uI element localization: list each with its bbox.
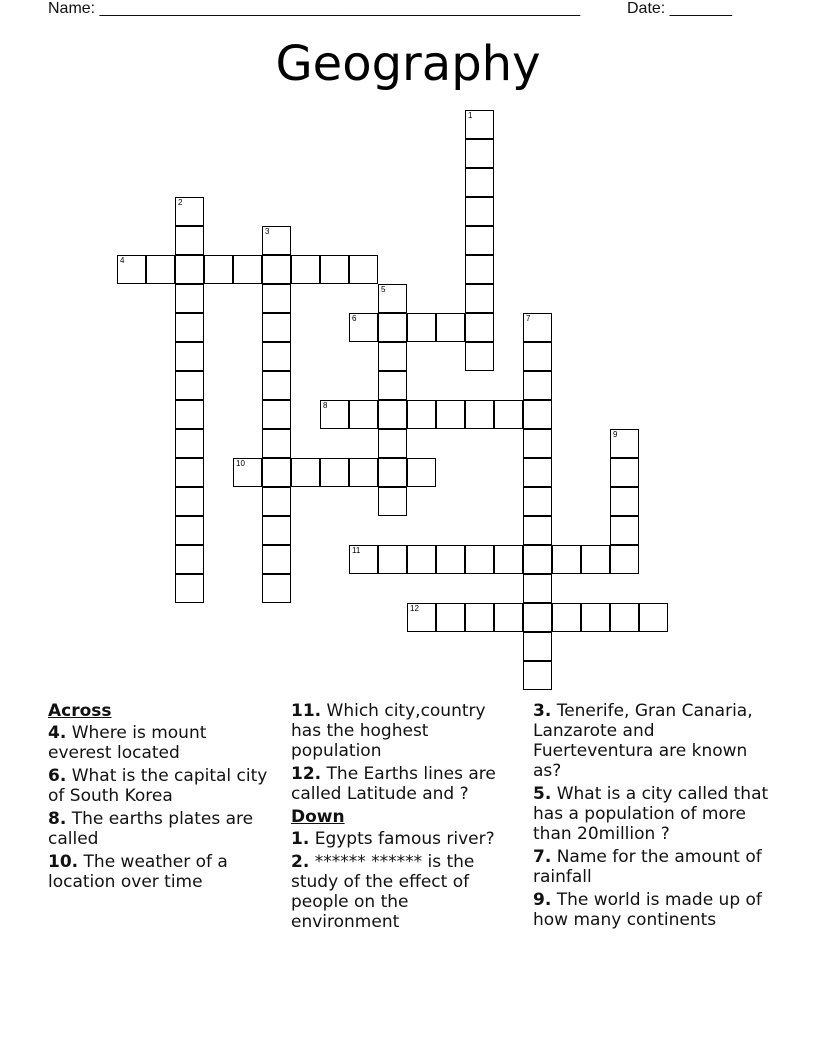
crossword-cell[interactable] — [175, 284, 204, 313]
crossword-cell[interactable] — [407, 400, 436, 429]
crossword-cell[interactable] — [523, 371, 552, 400]
crossword-cell[interactable] — [465, 342, 494, 371]
crossword-cell[interactable] — [320, 458, 349, 487]
clue-number: 9 — [613, 430, 618, 439]
crossword-cell[interactable] — [465, 400, 494, 429]
crossword-cell[interactable] — [175, 487, 204, 516]
crossword-cell[interactable] — [262, 516, 291, 545]
clue-number: 7 — [526, 314, 531, 323]
crossword-cell[interactable] — [465, 313, 494, 342]
crossword-cell[interactable] — [175, 226, 204, 255]
clues-column-2 — [291, 701, 516, 935]
crossword-cell[interactable] — [378, 284, 407, 313]
clues-column-1 — [48, 701, 268, 895]
clues-column-3 — [533, 701, 773, 933]
crossword-cell[interactable] — [523, 574, 552, 603]
crossword-cell[interactable] — [291, 458, 320, 487]
crossword-cell[interactable] — [175, 342, 204, 371]
down-heading: Down — [291, 807, 345, 827]
crossword-cell[interactable] — [175, 458, 204, 487]
crossword-cell[interactable] — [523, 632, 552, 661]
crossword-cell[interactable] — [407, 545, 436, 574]
crossword-cell[interactable] — [233, 255, 262, 284]
crossword-cell[interactable] — [262, 458, 291, 487]
crossword-cell[interactable] — [262, 342, 291, 371]
across-heading: Across — [48, 701, 112, 721]
crossword-cell[interactable] — [465, 197, 494, 226]
crossword-cell[interactable] — [378, 313, 407, 342]
crossword-cell[interactable] — [175, 429, 204, 458]
crossword-cell[interactable] — [552, 545, 581, 574]
crossword-cell[interactable] — [349, 545, 378, 574]
crossword-cell[interactable] — [407, 603, 436, 632]
crossword-cell[interactable] — [465, 255, 494, 284]
crossword-cell[interactable] — [349, 458, 378, 487]
crossword-cell[interactable] — [610, 516, 639, 545]
clue-across-4: 4. Where is mount everest located — [48, 723, 207, 763]
crossword-cell[interactable] — [465, 110, 494, 139]
crossword-cell[interactable] — [175, 545, 204, 574]
crossword-cell[interactable] — [523, 429, 552, 458]
crossword-cell[interactable] — [494, 545, 523, 574]
crossword-cell[interactable] — [581, 545, 610, 574]
clue-down-3: 3. Tenerife, Gran Canaria, Lanzarote and Fuerteventura are known as? — [533, 701, 753, 781]
crossword-cell[interactable] — [465, 168, 494, 197]
crossword-cell[interactable] — [494, 400, 523, 429]
name-field-label: Name: ______________________________________________________ — [48, 0, 581, 17]
clue-across-12: 12. The Earths lines are called Latitude and ? — [291, 764, 496, 804]
page-title: Geography — [275, 36, 541, 92]
crossword-cell[interactable] — [523, 661, 552, 690]
clue-down-2: 2. ****** ****** is the study of the effect of people on the environment — [291, 852, 475, 932]
crossword-cell[interactable] — [320, 255, 349, 284]
crossword-cell[interactable] — [610, 545, 639, 574]
clue-across-11: 11. Which city,country has the hoghest population — [291, 701, 486, 761]
clue-down-1: 1. Egypts famous river? — [291, 829, 495, 849]
crossword-cell[interactable] — [639, 603, 668, 632]
crossword-cell[interactable] — [465, 603, 494, 632]
clue-across-6: 6. What is the capital city of South Korea — [48, 766, 268, 806]
clue-across-10: 10. The weather of a location over time — [48, 852, 228, 892]
crossword-cell[interactable] — [262, 313, 291, 342]
crossword-cell[interactable] — [610, 458, 639, 487]
crossword-cell[interactable] — [378, 371, 407, 400]
clue-down-5: 5. What is a city called that has a population of more than 20million ? — [533, 784, 769, 844]
crossword-cell[interactable] — [436, 313, 465, 342]
clue-down-9: 9. The world is made up of how many continents — [533, 890, 762, 930]
crossword-cell[interactable] — [175, 400, 204, 429]
crossword-cell[interactable] — [262, 545, 291, 574]
crossword-cell[interactable] — [610, 487, 639, 516]
crossword-cell[interactable] — [233, 458, 262, 487]
crossword-cell[interactable] — [175, 574, 204, 603]
crossword-cell[interactable] — [610, 429, 639, 458]
crossword-cell[interactable] — [465, 226, 494, 255]
crossword-cell[interactable] — [436, 545, 465, 574]
crossword-cell[interactable] — [465, 284, 494, 313]
crossword-cell[interactable] — [291, 255, 320, 284]
crossword-cell[interactable] — [523, 342, 552, 371]
crossword-cell[interactable] — [436, 603, 465, 632]
crossword-cell[interactable] — [552, 603, 581, 632]
crossword-cell[interactable] — [610, 603, 639, 632]
crossword-cell[interactable] — [262, 400, 291, 429]
crossword-cell[interactable] — [262, 574, 291, 603]
clue-number: 2 — [178, 198, 183, 207]
crossword-cell[interactable] — [407, 458, 436, 487]
crossword-cell[interactable] — [494, 603, 523, 632]
crossword-cell[interactable] — [349, 313, 378, 342]
clue-number: 12 — [410, 604, 419, 613]
crossword-cell[interactable] — [262, 226, 291, 255]
crossword-cell[interactable] — [378, 400, 407, 429]
crossword-cell[interactable] — [465, 545, 494, 574]
crossword-cell[interactable] — [320, 400, 349, 429]
crossword-cell[interactable] — [523, 487, 552, 516]
crossword-cell[interactable] — [175, 197, 204, 226]
clue-number: 4 — [120, 256, 125, 265]
crossword-cell[interactable] — [349, 400, 378, 429]
crossword-cell[interactable] — [523, 603, 552, 632]
crossword-cell[interactable] — [262, 255, 291, 284]
clue-number: 10 — [236, 459, 245, 468]
crossword-cell[interactable] — [175, 313, 204, 342]
crossword-cell[interactable] — [175, 516, 204, 545]
clue-down-7: 7. Name for the amount of rainfall — [533, 847, 762, 887]
crossword-cell[interactable] — [581, 603, 610, 632]
crossword-cell[interactable] — [378, 487, 407, 516]
crossword-cell[interactable] — [175, 371, 204, 400]
crossword-cell[interactable] — [378, 545, 407, 574]
crossword-cell[interactable] — [117, 255, 146, 284]
crossword-cell[interactable] — [378, 429, 407, 458]
clue-across-8: 8. The earths plates are called — [48, 809, 254, 849]
crossword-cell[interactable] — [523, 313, 552, 342]
clue-number: 3 — [265, 227, 270, 236]
crossword-cell[interactable] — [378, 458, 407, 487]
clue-number: 1 — [468, 111, 473, 120]
crossword-cell[interactable] — [262, 284, 291, 313]
crossword-cell[interactable] — [436, 400, 465, 429]
clue-number: 6 — [352, 314, 357, 323]
crossword-cell[interactable] — [204, 255, 233, 284]
crossword-cell[interactable] — [523, 516, 552, 545]
clue-number: 11 — [352, 546, 361, 555]
crossword-cell[interactable] — [262, 429, 291, 458]
date-field-label: Date: _______ — [627, 0, 732, 17]
clue-number: 8 — [323, 401, 328, 410]
crossword-cell[interactable] — [349, 255, 378, 284]
clue-number: 5 — [381, 285, 386, 294]
crossword-cell[interactable] — [523, 545, 552, 574]
crossword-cell[interactable] — [262, 371, 291, 400]
crossword-cell[interactable] — [175, 255, 204, 284]
crossword-cell[interactable] — [262, 487, 291, 516]
crossword-cell[interactable] — [523, 458, 552, 487]
crossword-cell[interactable] — [146, 255, 175, 284]
crossword-cell[interactable] — [523, 400, 552, 429]
crossword-cell[interactable] — [407, 313, 436, 342]
crossword-cell[interactable] — [465, 139, 494, 168]
crossword-cell[interactable] — [378, 342, 407, 371]
